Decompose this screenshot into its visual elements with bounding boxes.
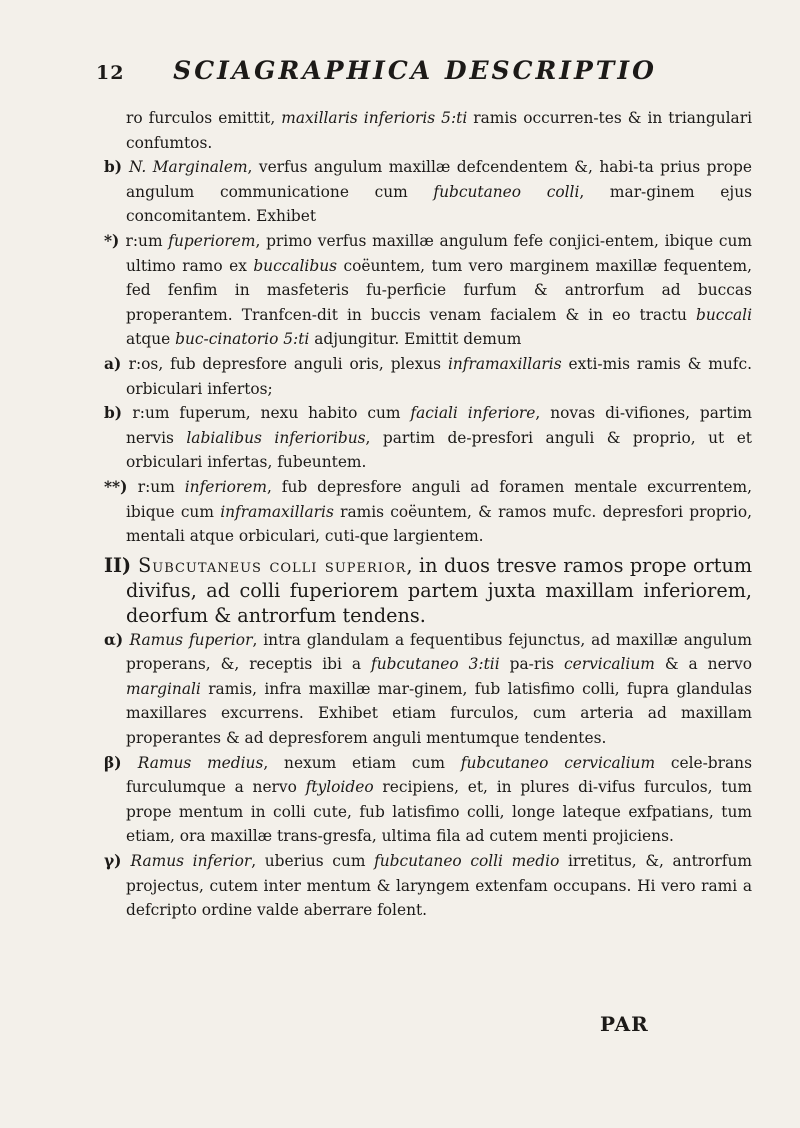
italic-term: faciali inferiore xyxy=(410,404,536,423)
italic-term: Ramus inferior xyxy=(130,852,252,871)
paragraph-marker: **) xyxy=(104,477,138,496)
paragraph-marker: β) xyxy=(104,753,138,772)
italic-term: labialibus inferioribus xyxy=(186,428,366,447)
body-text xyxy=(92,106,752,923)
italic-term: inframaxillaris xyxy=(447,354,562,373)
italic-term: inframaxillaris xyxy=(220,502,334,521)
paragraph-marker: II) xyxy=(104,553,139,577)
text-run: cele-brans furculumque a nervo xyxy=(126,753,752,797)
page-header xyxy=(0,52,800,92)
paragraph-marker: α) xyxy=(104,630,130,649)
italic-term: buccalibus xyxy=(253,256,338,275)
text-run: exti-mis ramis & mufc. orbiculari infertos; xyxy=(126,354,752,398)
text-run: , verfus angulum maxillæ defcendentem &, habi-ta prius prope angulum communicatione cum xyxy=(126,158,752,201)
paragraph-marker: *) xyxy=(104,231,126,250)
italic-term: marginali xyxy=(126,679,201,698)
catchword: PAR xyxy=(600,1012,649,1036)
italic-term: buc-cinatorio 5:ti xyxy=(175,330,310,349)
text-run: r:os, fub depresfore anguli oris, plexus xyxy=(128,354,448,373)
text-run: & a nervo xyxy=(654,655,752,674)
paragraph-b xyxy=(92,155,752,229)
running-head: SCIAGRAPHICA DESCRIPTIO xyxy=(173,56,657,85)
paragraph-a xyxy=(92,352,752,401)
paragraph-marker: γ) xyxy=(104,852,131,871)
text-run: ramis occurren-tes & in triangulari confumtos. xyxy=(126,109,752,152)
italic-term: Ramus medius xyxy=(137,753,264,772)
text-run: , fub depresfore anguli ad foramen mentale excurrentem, ibique cum xyxy=(126,477,752,521)
italic-term: fuperiorem xyxy=(168,231,256,250)
paragraph-b2 xyxy=(92,401,752,475)
paragraph-marker: a) xyxy=(104,354,129,373)
paragraph-II xyxy=(92,553,752,628)
page-number: 12 xyxy=(96,62,125,84)
text-run: adjungitur. Emittit demum xyxy=(309,330,522,349)
italic-term: buccali xyxy=(695,305,752,324)
text-run: Subcutaneus colli superior xyxy=(138,553,407,577)
text-run: atque xyxy=(126,330,176,349)
text-run: , intra glandulam a fequentibus fejunctus, ad maxillæ angulum properans, &, receptis ibi a xyxy=(126,630,752,674)
text-run: r:um xyxy=(137,477,185,496)
text-run: , novas di-vifiones, partim nervis xyxy=(126,404,752,447)
text-run: r:um fuperum, nexu habito cum xyxy=(132,404,411,423)
paragraph-beta xyxy=(92,751,752,849)
text-run: , partim de-presfori anguli & proprio, ut et orbiculari infertas, fubeuntem. xyxy=(126,428,752,472)
paragraph-gamma xyxy=(92,849,752,923)
text-run: r:um xyxy=(125,231,169,250)
italic-term: ftyloideo xyxy=(305,778,374,797)
italic-term: cervicalium xyxy=(564,655,655,674)
text-run: coëuntem, tum vero marginem maxillæ fequentem, fed fenfim in masfeteris fu-perficie furfum & antrorfum ad buccas properantem. Tranfcen-dit in buccis venam facialem & in eo tractu xyxy=(126,256,752,324)
italic-term: fubcutaneo colli xyxy=(433,182,580,201)
text-run: ro furculos emittit, xyxy=(126,109,282,127)
italic-term: fubcutaneo cervicalium xyxy=(460,753,656,772)
text-run: ramis, infra maxillæ mar-ginem, fub latisfimo colli, fupra glandulas maxillares excurrens. Exhibet etiam furculos, cum arteria ad maxillam properantes & ad depresforem anguli mentumque tendentes. xyxy=(126,679,752,748)
text-run: , in duos tresve ramos prope ortum divifus, ad colli fuperiorem partem juxta maxillam inferiorem, deorfum & antrorfum tendens. xyxy=(126,553,753,627)
italic-term: fubcutaneo colli medio xyxy=(374,852,560,871)
paragraph-marker: b) xyxy=(104,158,129,177)
text-run: , uberius cum xyxy=(251,852,375,871)
paragraph-marker: b) xyxy=(104,404,133,423)
paragraph-alpha xyxy=(92,628,752,751)
italic-term: fubcutaneo 3:tii xyxy=(371,655,500,674)
italic-term: maxillaris inferioris 5:ti xyxy=(281,109,468,127)
text-run: ramis coëuntem, & ramos mufc. depresfori proprio, mentali atque orbiculari, cuti-que largientem. xyxy=(126,502,753,546)
paragraph-intro xyxy=(92,106,752,155)
paragraph-star xyxy=(92,229,752,352)
text-run: irretitus, &, antrorfum projectus, cutem inter mentum & laryngem extenfam occupans. Hi vero rami a defcripto ordine valde aberrare folent. xyxy=(126,852,752,920)
text-run: pa-ris xyxy=(499,655,565,674)
italic-term: Ramus fuperior xyxy=(129,630,253,649)
italic-term: N. Marginalem xyxy=(128,158,248,177)
text-run: , primo verfus maxillæ angulum fefe conjici-entem, ibique cum ultimo ramo ex xyxy=(126,231,752,275)
text-run: , nexum etiam cum xyxy=(263,753,461,772)
paragraph-dstar xyxy=(92,475,752,549)
text-run: , mar-ginem ejus concomitantem. Exhibet xyxy=(126,182,753,226)
text-run: recipiens, et, in plures di-vifus furculos, tum prope mentum in colli cute, fub latisfimo colli, longe lateque exfpatians, tum etiam, ora maxillæ trans-gresfa, ultima fila ad cutem menti projiciens. xyxy=(126,778,752,846)
italic-term: inferiorem xyxy=(184,477,267,496)
